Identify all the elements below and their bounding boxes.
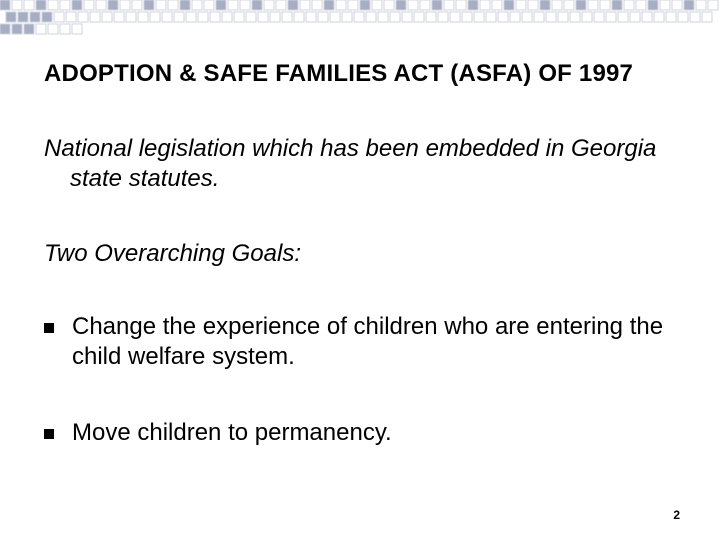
header-square [132, 0, 142, 10]
header-square [498, 12, 508, 22]
header-square [36, 0, 46, 10]
header-square [216, 0, 226, 10]
header-square [276, 0, 286, 10]
header-square [582, 12, 592, 22]
header-square [444, 0, 454, 10]
header-square [108, 0, 118, 10]
header-square [432, 0, 442, 10]
header-square [696, 0, 706, 10]
header-square [702, 12, 712, 22]
header-square [708, 0, 718, 10]
header-square [228, 0, 238, 10]
header-square [408, 0, 418, 10]
header-square [672, 0, 682, 10]
header-square [330, 12, 340, 22]
header-square [630, 12, 640, 22]
header-square [54, 12, 64, 22]
header-square [120, 0, 130, 10]
header-square [90, 12, 100, 22]
header-square [258, 12, 268, 22]
header-square [612, 0, 622, 10]
header-square [144, 0, 154, 10]
header-square [48, 24, 58, 34]
header-square [600, 0, 610, 10]
header-square [18, 12, 28, 22]
goals-heading: Two Overarching Goals: [44, 240, 301, 267]
header-square [552, 0, 562, 10]
header-square [12, 24, 22, 34]
header-square [282, 12, 292, 22]
header-square [336, 0, 346, 10]
header-square [324, 0, 334, 10]
header-square [306, 12, 316, 22]
header-square [654, 12, 664, 22]
header-square [192, 0, 202, 10]
header-square [576, 0, 586, 10]
header-square [636, 0, 646, 10]
header-square [666, 12, 676, 22]
header-square [474, 12, 484, 22]
header-square [36, 24, 46, 34]
header-square [624, 0, 634, 10]
header-square [60, 0, 70, 10]
page-number: 2 [673, 508, 680, 522]
header-square [174, 12, 184, 22]
header-square [510, 12, 520, 22]
header-square [504, 0, 514, 10]
header-square [48, 0, 58, 10]
header-square [372, 0, 382, 10]
header-square [240, 0, 250, 10]
slide-title: ADOPTION & SAFE FAMILIES ACT (ASFA) OF 1997 [44, 60, 634, 87]
header-square [186, 12, 196, 22]
header-square [402, 12, 412, 22]
header-square [642, 12, 652, 22]
header-square [414, 12, 424, 22]
list-item [44, 312, 684, 372]
header-square [558, 12, 568, 22]
header-square [348, 0, 358, 10]
header-square [426, 12, 436, 22]
header-square [66, 12, 76, 22]
header-square [180, 0, 190, 10]
header-square [594, 12, 604, 22]
header-square [396, 0, 406, 10]
header-square [246, 12, 256, 22]
bullet-text: Move children to permanency. [72, 419, 392, 446]
list-item [44, 418, 684, 448]
header-square [366, 12, 376, 22]
header-square [546, 12, 556, 22]
header-square [618, 12, 628, 22]
header-square [72, 0, 82, 10]
header-square [342, 12, 352, 22]
header-square [72, 24, 82, 34]
header-square [468, 0, 478, 10]
header-square [264, 0, 274, 10]
header-square [234, 12, 244, 22]
header-square [60, 24, 70, 34]
header-square [522, 12, 532, 22]
header-square [486, 12, 496, 22]
header-square [456, 0, 466, 10]
header-square [30, 12, 40, 22]
header-square [384, 0, 394, 10]
bullet-text: Change the experience of children who are entering the child welfare system. [72, 313, 664, 370]
header-square [150, 12, 160, 22]
header-square [354, 12, 364, 22]
goals-list [44, 312, 684, 494]
header-square [96, 0, 106, 10]
header-square [252, 0, 262, 10]
square-bullet-icon [44, 323, 54, 333]
header-square [126, 12, 136, 22]
header-square [528, 0, 538, 10]
header-square [294, 12, 304, 22]
header-square [516, 0, 526, 10]
header-square [114, 12, 124, 22]
header-square [312, 0, 322, 10]
square-bullet-icon [44, 429, 54, 439]
header-square [222, 12, 232, 22]
header-square [24, 24, 34, 34]
header-square [0, 24, 10, 34]
header-square [564, 0, 574, 10]
header-square [102, 12, 112, 22]
header-square [450, 12, 460, 22]
intro-text: National legislation which has been embedded in Georgia state statutes. [44, 135, 657, 192]
header-square [390, 12, 400, 22]
header-square [588, 0, 598, 10]
header-square [300, 0, 310, 10]
header-square [420, 0, 430, 10]
header-square [462, 12, 472, 22]
header-square [288, 0, 298, 10]
header-square [24, 0, 34, 10]
header-square [480, 0, 490, 10]
header-square [138, 12, 148, 22]
header-decoration [0, 0, 720, 44]
header-square [678, 12, 688, 22]
header-square [162, 12, 172, 22]
header-square [198, 12, 208, 22]
header-square [438, 12, 448, 22]
header-square [270, 12, 280, 22]
header-square [6, 12, 16, 22]
header-square [318, 12, 328, 22]
header-square [534, 12, 544, 22]
header-square [0, 0, 10, 10]
header-square [684, 0, 694, 10]
header-square [648, 0, 658, 10]
header-square [210, 12, 220, 22]
header-square [540, 0, 550, 10]
header-square [204, 0, 214, 10]
header-square [360, 0, 370, 10]
header-square [42, 12, 52, 22]
header-square [492, 0, 502, 10]
header-square [156, 0, 166, 10]
header-square [378, 12, 388, 22]
header-square [606, 12, 616, 22]
header-square [690, 12, 700, 22]
header-square [660, 0, 670, 10]
header-square [12, 0, 22, 10]
header-square [84, 0, 94, 10]
header-square [168, 0, 178, 10]
header-square [78, 12, 88, 22]
header-square [570, 12, 580, 22]
